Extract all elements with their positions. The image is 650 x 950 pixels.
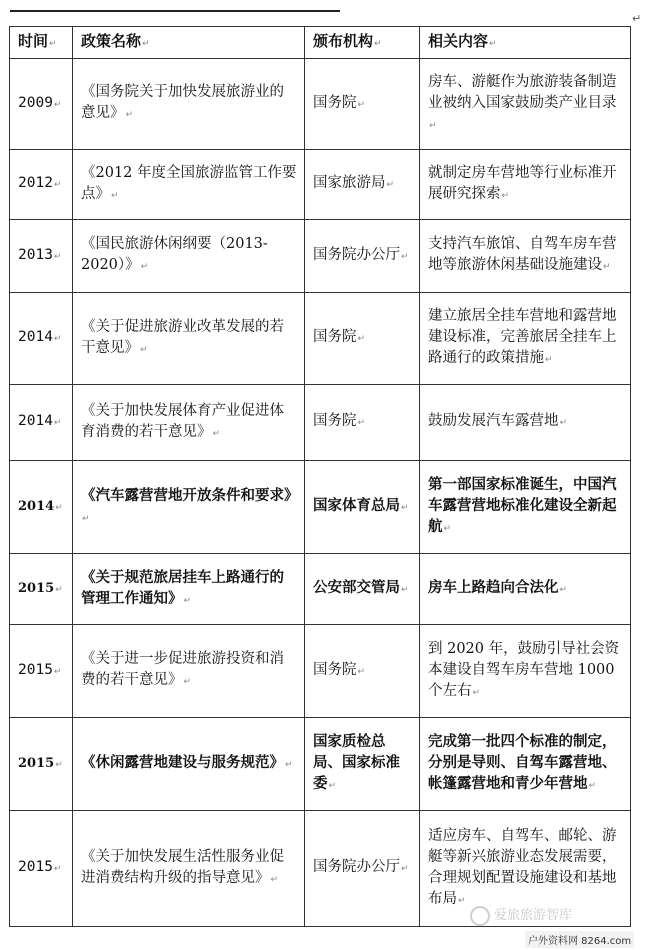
- paragraph-mark-icon: ↵: [632, 12, 642, 25]
- policy-table: [9, 26, 631, 927]
- cell-policy-name: 《休闲露营地建设与服务规范》↵: [73, 718, 305, 811]
- header-agency: 颁布机构↵: [305, 27, 420, 59]
- cell-agency: 国务院办公厅↵: [305, 220, 420, 293]
- cell-agency: 国务院↵: [305, 625, 420, 718]
- cell-policy-name: 《关于规范旅居挂车上路通行的管理工作通知》↵: [73, 554, 305, 625]
- table-row: [10, 150, 631, 220]
- cell-content: 完成第一批四个标准的制定，分别是导则、自驾车露营地、帐篷露营地和青少年营地↵: [420, 718, 631, 811]
- cell-year: 2014↵: [10, 385, 73, 461]
- cell-agency: 国家质检总局、国家标准委↵: [305, 718, 420, 811]
- cell-year: 2012↵: [10, 150, 73, 220]
- cell-policy-name: 《汽车露营营地开放条件和要求》↵: [73, 461, 305, 554]
- cell-agency: 国务院↵: [305, 293, 420, 385]
- cell-year: 2015↵: [10, 625, 73, 718]
- header-policy-name: 政策名称↵: [73, 27, 305, 59]
- cell-year: 2014↵: [10, 461, 73, 554]
- cell-policy-name: 《关于加快发展生活性服务业促进消费结构升级的指导意见》↵: [73, 811, 305, 927]
- cell-year: 2015↵: [10, 811, 73, 927]
- cell-content: 鼓励发展汽车露营地↵: [420, 385, 631, 461]
- cell-agency: 国家旅游局↵: [305, 150, 420, 220]
- cell-policy-name: 《关于促进旅游业改革发展的若干意见》↵: [73, 293, 305, 385]
- cell-policy-name: 《国民旅游休闲纲要（2013-2020）》↵: [73, 220, 305, 293]
- cell-policy-name: 《2012 年度全国旅游监管工作要点》↵: [73, 150, 305, 220]
- header-content: 相关内容↵: [420, 27, 631, 59]
- cell-content: 就制定房车营地等行业标准开展研究探索↵: [420, 150, 631, 220]
- cell-agency: 国家体育总局↵: [305, 461, 420, 554]
- watermark-text: 爱旅旅游智库: [494, 908, 573, 923]
- cell-content: 到 2020 年，鼓励引导社会资本建设自驾车房车营地 1000 个左右↵: [420, 625, 631, 718]
- table-row: [10, 385, 631, 461]
- cell-content: 房车上路趋向合法化↵: [420, 554, 631, 625]
- cell-year: 2014↵: [10, 293, 73, 385]
- cell-content: 建立旅居全挂车营地和露营地建设标准，完善旅居全挂车上路通行的政策措施↵: [420, 293, 631, 385]
- cell-content: 第一部国家标准诞生，中国汽车露营营地标准化建设全新起航↵: [420, 461, 631, 554]
- cell-agency: 国务院办公厅↵: [305, 811, 420, 927]
- cell-agency: 国务院↵: [305, 59, 420, 150]
- table-row: [10, 59, 631, 150]
- cell-year: 2013↵: [10, 220, 73, 293]
- table-row: [10, 554, 631, 625]
- table-row: [10, 461, 631, 554]
- cell-agency: 国务院↵: [305, 385, 420, 461]
- watermark: [470, 904, 572, 926]
- cell-content: 适应房车、自驾车、邮轮、游艇等新兴旅游业态发展需要，合理规划配置设施建设和基地布局↵: [420, 811, 631, 927]
- chat-bubble-icon: [470, 906, 490, 926]
- cell-agency: 公安部交管局↵: [305, 554, 420, 625]
- cell-policy-name: 《国务院关于加快发展旅游业的意见》↵: [73, 59, 305, 150]
- heading-rule: [10, 0, 340, 12]
- cell-year: 2009↵: [10, 59, 73, 150]
- site-watermark: 户外资料网 8264.com: [525, 931, 634, 948]
- cell-content: 房车、游艇作为旅游装备制造业被纳入国家鼓励类产业目录↵: [420, 59, 631, 150]
- table-row: [10, 718, 631, 811]
- cell-year: 2015↵: [10, 554, 73, 625]
- table-header-row: [10, 27, 631, 59]
- cell-policy-name: 《关于进一步促进旅游投资和消费的若干意见》↵: [73, 625, 305, 718]
- cell-content: 支持汽车旅馆、自驾车房车营地等旅游休闲基础设施建设↵: [420, 220, 631, 293]
- header-year: 时间↵: [10, 27, 73, 59]
- table-row: [10, 293, 631, 385]
- table-row: [10, 625, 631, 718]
- cell-year: 2015↵: [10, 718, 73, 811]
- cell-policy-name: 《关于加快发展体育产业促进体育消费的若干意见》↵: [73, 385, 305, 461]
- table-row: [10, 220, 631, 293]
